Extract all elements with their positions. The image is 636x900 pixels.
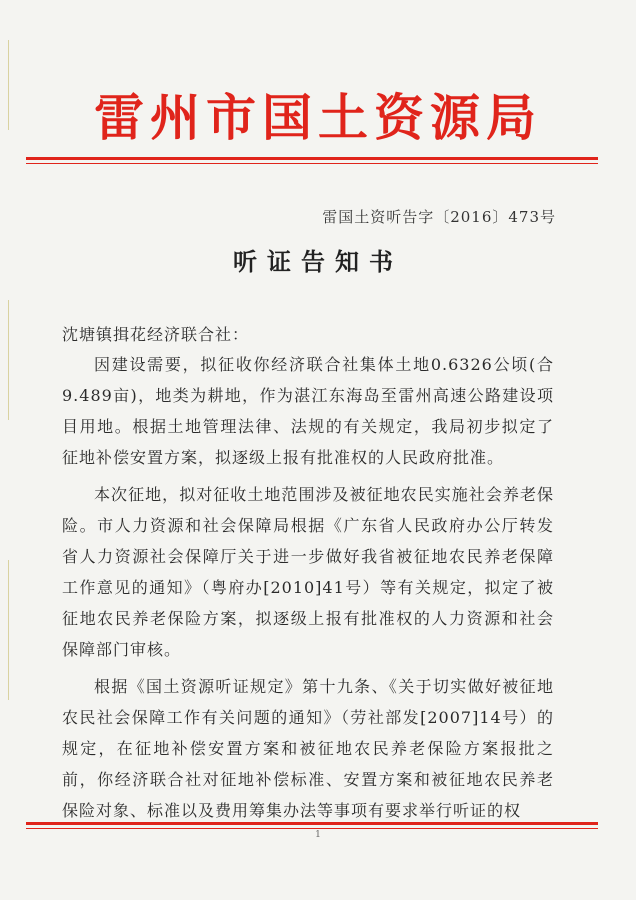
scan-margin-mark: [8, 560, 9, 700]
body-paragraph: 根据《国土资源听证规定》第十九条、《关于切实做好被征地农民社会保障工作有关问题的通知》（劳社部发[2007]14号）的规定，在征地补偿安置方案和被征地农民养老保险方案报批之前，你经济联合社对征地补偿标准、安置方案和被征地农民养老保险对象、标准以及费用筹集办法等事项有要求举行听证的权: [62, 677, 554, 820]
document-body: [62, 349, 554, 832]
header-rule-thin: [26, 163, 598, 164]
body-paragraph: 因建设需要，拟征收你经济联合社集体土地0.6326公顷(合9.489亩)，地类为耕地，作为湛江东海岛至雷州高速公路建设项目用地。根据土地管理法律、法规的有关规定，我局初步拟定了征地补偿安置方案，拟逐级上报有批准权的人民政府批准。: [62, 355, 554, 467]
scan-margin-mark: [8, 300, 9, 420]
header-rule-thick: [26, 157, 598, 160]
page-number: 1: [315, 830, 321, 840]
document-title: 听证告知书: [233, 247, 403, 276]
footer-rule-thin: [26, 828, 598, 829]
salutation: 沈塘镇揖花经济联合社：: [62, 325, 250, 344]
document-number: 雷国土资听告字〔2016〕473号: [322, 208, 556, 226]
body-paragraph: 本次征地，拟对征收土地范围涉及被征地农民实施社会养老保险。市人力资源和社会保障局根据《广东省人民政府办公厅转发省人力资源社会保障厅关于进一步做好我省被征地农民养老保障工作意见的通知》（粤府办[2010]41号）等有关规定，拟定了被征地农民养老保险方案，拟逐级上报有批准权的人力资源和社会保障部门审核。: [62, 485, 554, 659]
organization-header: 雷州市国土资源局: [94, 88, 542, 147]
footer-rule-thick: [26, 822, 598, 825]
